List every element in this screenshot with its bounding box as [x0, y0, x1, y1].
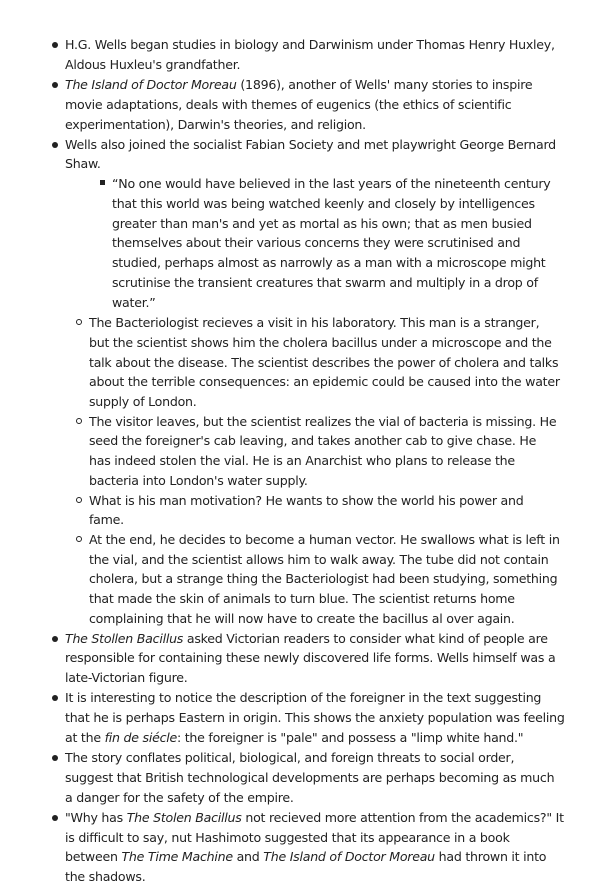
- list-item: [65, 629, 565, 689]
- bullet-text: Wells also joined the socialist Fabian Society and met playwright George Bernard Shaw.: [65, 136, 556, 172]
- sub-bullet-text: At the end, he decides to become a human vector. He swallows what is left in the vial, and the scientist allows him to walk away. The tube did not contain cholera, but a strange thing the Bacteriologist had been studying, something that made the skin of animals to turn blue. The scientist returns home complaining that he will now have to create the bacillus al over again.: [89, 532, 560, 626]
- bullet-list: [0, 35, 602, 174]
- list-item: [65, 808, 565, 887]
- bullet-text: not recieved more attention from the academics?" It is difficult to say, nut Hashimoto suggested that its appearance in a book between: [65, 809, 564, 865]
- book-title: The Island of Doctor Moreau: [263, 849, 435, 865]
- bullet-text: (1896), another of Wells' many stories to inspire movie adaptations, deals with themes of eugenics (the ethics of scientific experimentation), Darwin's theories, and religion.: [65, 76, 533, 132]
- bullet-text: The story conflates political, biological, and foreign threats to social order, suggest that British technological developments are perhaps becoming as much a danger for the safety of the empire.: [65, 749, 555, 805]
- bullet-text: asked Victorian readers to consider what kind of people are responsible for containing these newly discovered life forms. Wells himself was a late-Victorian figure.: [65, 630, 556, 686]
- book-title: The Stollen Bacillus: [65, 630, 184, 646]
- sub-bullet-text: What is his man motivation? He wants to show the world his power and fame.: [89, 492, 524, 528]
- bullet-list-continued: [0, 629, 602, 887]
- bullet-text: H.G. Wells began studies in biology and Darwinism under Thomas Henry Huxley, Aldous Huxleu's grandfather.: [65, 37, 555, 72]
- sub-list-item: [89, 491, 561, 530]
- bullet-text: It is interesting to notice the description of the foreigner in the text suggesting that he is perhaps Eastern in origin. This shows the anxiety population was feeling at the: [65, 690, 565, 746]
- book-title: The Time Machine: [121, 849, 233, 865]
- bullet-text: had thrown it into the shadows.: [65, 849, 547, 885]
- sub-bullet-list: [0, 313, 602, 628]
- bullet-text: "Why has: [65, 809, 127, 825]
- list-item: [65, 748, 565, 808]
- sub-list-item: [89, 412, 561, 491]
- list-item: [65, 688, 565, 748]
- quote-item: [112, 174, 572, 312]
- list-item: [65, 135, 565, 175]
- sub-bullet-text: The Bacteriologist recieves a visit in his laboratory. This man is a stranger, but the scientist shows him the cholera bacillus under a microscope and the talk about the disease. The scientist describes the power of cholera and talks about the terrible consequences: an epidemic could be caused into the water supply of London.: [89, 315, 560, 410]
- quote-text: “No one would have believed in the last years of the nineteenth century that this world was being watched keenly and closely by intelligences greater than man's and yet as mortal as his own; that as men busied themselves about their various concerns they were scrutinised and studied, perhaps almost as narrowly as a man with a microscope might scrutinise the transient creatures that swarm and multiply in a drop of water.”: [112, 176, 551, 310]
- sub-list-item: [89, 530, 561, 629]
- sub-list-item: [89, 313, 561, 412]
- quote-list: [0, 174, 602, 312]
- list-item: [65, 35, 565, 75]
- document-page: [0, 35, 602, 887]
- italic-phrase: fin de siécle: [104, 730, 177, 746]
- book-title: The Island of Doctor Moreau: [65, 76, 237, 92]
- bullet-text: : the foreigner is "pale" and possess a "limp white hand.": [177, 730, 524, 746]
- list-item: [65, 75, 565, 135]
- sub-bullet-text: The visitor leaves, but the scientist realizes the vial of bacteria is missing. He seed the foreigner's cab leaving, and takes another cab to give chase. He has indeed stolen the vial. He is an Anarchist who plans to release the bacteria into London's water supply.: [89, 413, 557, 488]
- book-title: The Stolen Bacillus: [126, 809, 242, 825]
- bullet-text: and: [232, 849, 264, 865]
